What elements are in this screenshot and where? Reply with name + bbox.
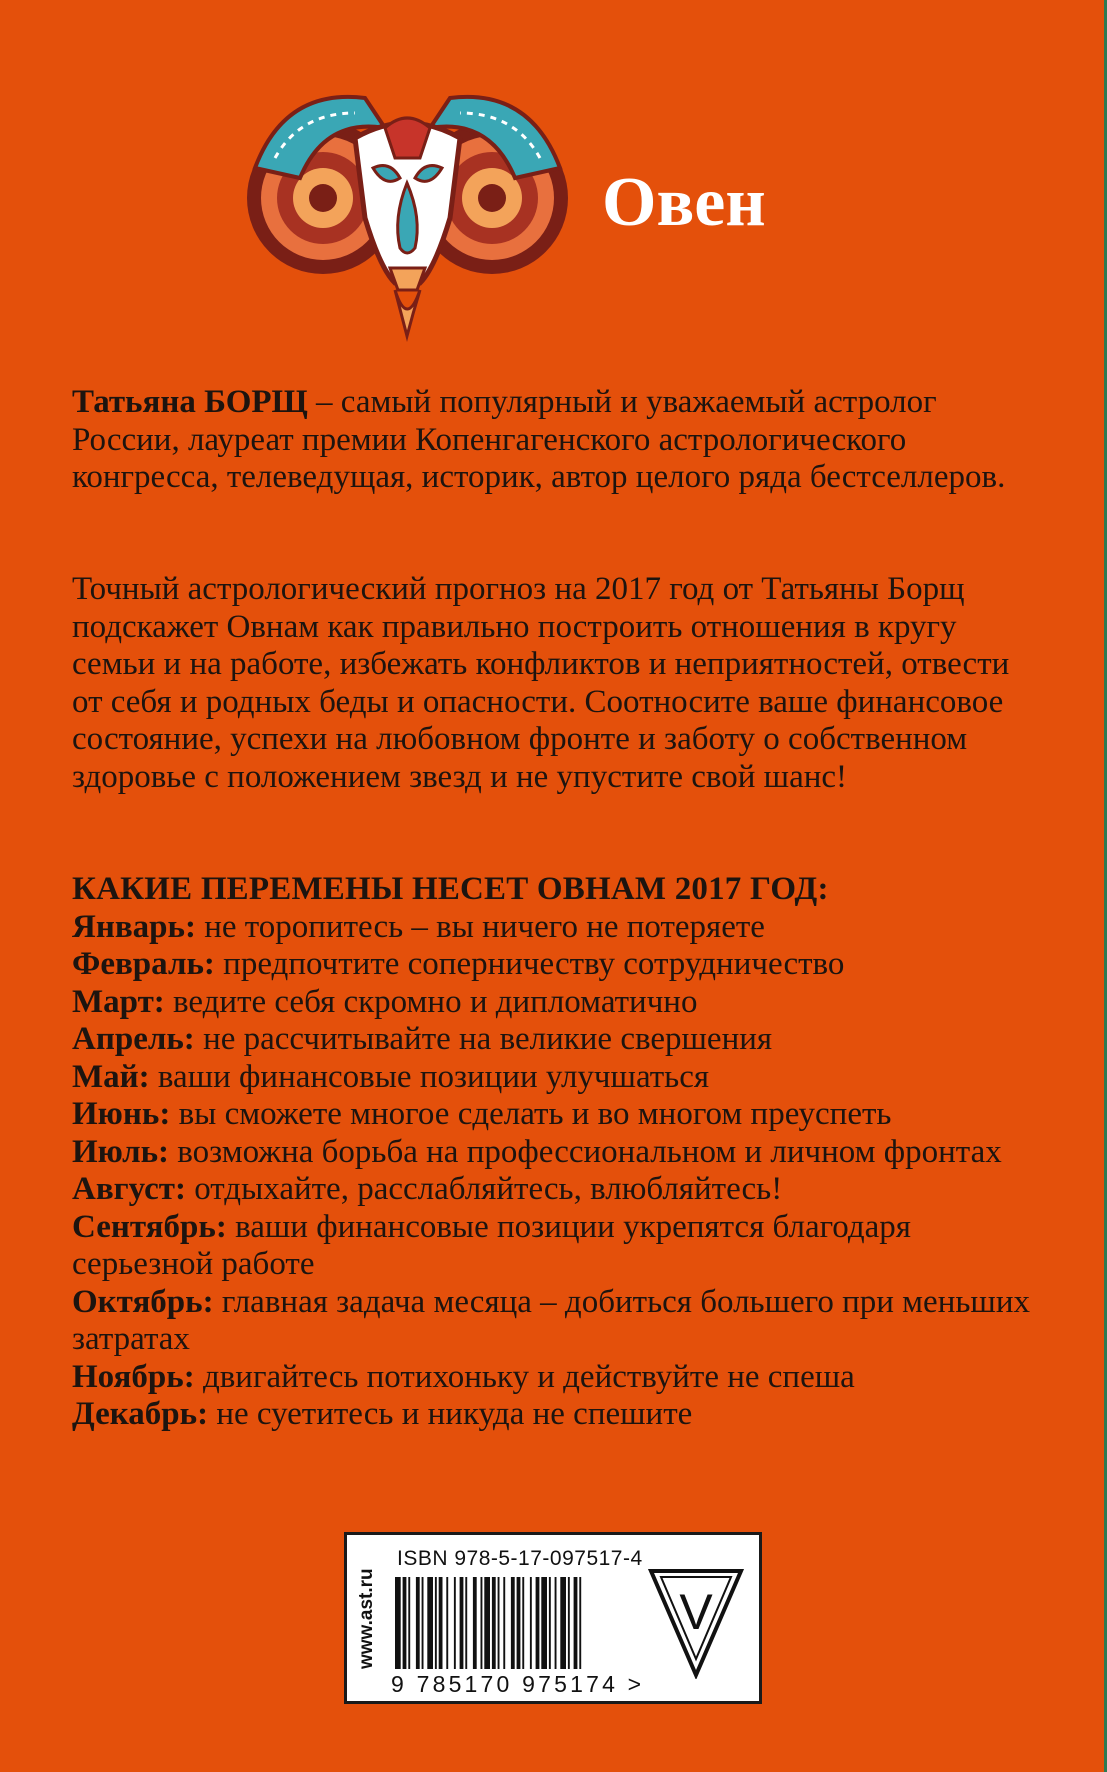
barcode-bar: [403, 1577, 407, 1669]
barcode-bar: [416, 1577, 420, 1669]
month-name: Декабрь:: [72, 1396, 209, 1432]
barcode-bar: [522, 1577, 524, 1669]
barcode-bar: [484, 1577, 490, 1669]
barcode-bar: [511, 1577, 515, 1669]
barcode-bar: [446, 1577, 448, 1669]
author-name: Татьяна БОРЩ: [72, 384, 308, 420]
barcode-bar: [427, 1577, 433, 1669]
barcode-bar: [460, 1577, 464, 1669]
month-text: ваши финансовые позиции улучшаться: [149, 1058, 710, 1095]
month-text: предпочтите соперничеству сотрудничество: [214, 946, 845, 982]
month-name: Январь:: [72, 908, 196, 945]
month-text: не суетитесь и никуда не спешите: [208, 1396, 693, 1432]
barcode-bar: [435, 1577, 437, 1669]
month-text: ваши финансовые позиции укрепятся благодаря серьезной работе: [72, 1208, 911, 1282]
publisher-logo-letter: V: [679, 1584, 713, 1640]
month-text: возможна борьба на профессиональном и личном фронтах: [169, 1133, 1002, 1170]
barcode-bar: [465, 1577, 467, 1669]
monthly-forecast: [72, 871, 1047, 1434]
months-heading: КАКИЕ ПЕРЕМЕНЫ НЕСЕТ ОВНАМ 2017 ГОД:: [72, 871, 829, 907]
month-row-august: [72, 1171, 1047, 1209]
month-row-december: [72, 1396, 1047, 1434]
month-name: Октябрь:: [72, 1283, 214, 1320]
barcode-bar: [579, 1577, 581, 1669]
month-name: Август:: [72, 1171, 186, 1207]
month-name: Апрель:: [72, 1021, 195, 1057]
month-row-september: [72, 1209, 1047, 1284]
month-row-may: [72, 1059, 1047, 1097]
month-row-july: [72, 1134, 1047, 1172]
barcode-bar: [560, 1577, 566, 1669]
month-name: Ноябрь:: [72, 1358, 195, 1395]
month-row-june: [72, 1096, 1047, 1134]
month-text: не торопитесь – вы ничего не потеряете: [195, 908, 765, 945]
month-row-october: [72, 1284, 1047, 1359]
month-name: Июль:: [72, 1133, 170, 1170]
barcode-bar: [454, 1577, 456, 1669]
month-text: вы сможете многое сделать и во многом преуспеть: [170, 1096, 892, 1132]
page-title: Овен: [602, 164, 766, 241]
barcode-bar: [517, 1577, 521, 1669]
month-name: Июнь:: [72, 1096, 171, 1132]
barcode-bar: [473, 1577, 477, 1669]
barcode-bar: [492, 1577, 496, 1669]
publisher-logo-icon: [647, 1567, 745, 1679]
month-row-march: [72, 984, 1047, 1022]
publisher-site: www.ast.ru: [356, 1568, 377, 1670]
month-row-november: [72, 1359, 1047, 1397]
isbn-label: ISBN 978-5-17-097517-4: [397, 1547, 643, 1570]
barcode-bar: [574, 1577, 578, 1669]
month-text: ведите себя скромно и дипломатично: [164, 983, 698, 1020]
barcode-bar: [422, 1577, 424, 1669]
barcode-icon: [395, 1577, 623, 1669]
month-row-february: [72, 946, 1047, 984]
author-intro: [72, 384, 1047, 497]
barcode-bar: [395, 1577, 401, 1669]
month-name: Май:: [72, 1058, 150, 1095]
barcode-bar: [568, 1577, 570, 1669]
barcode-bar: [481, 1577, 483, 1669]
barcode-panel: [344, 1532, 762, 1704]
month-row-april: [72, 1021, 1047, 1059]
month-row-january: [72, 909, 1047, 947]
month-name: Сентябрь:: [72, 1208, 227, 1245]
ram-emblem-icon: [245, 68, 570, 343]
barcode-bar: [498, 1577, 500, 1669]
barcode-bar: [555, 1577, 557, 1669]
month-text: не рассчитывайте на великие свершения: [194, 1021, 773, 1057]
month-text: отдыхайте, расслабляйтесь, влюбляйтесь!: [185, 1171, 783, 1207]
month-name: Февраль:: [72, 946, 215, 982]
barcode-bar: [541, 1577, 547, 1669]
barcode-bar: [530, 1577, 532, 1669]
barcode-bar: [536, 1577, 540, 1669]
month-name: Март:: [72, 983, 165, 1020]
barcode-bar: [549, 1577, 551, 1669]
month-text: главная задача месяца – добиться большего при меньших затратах: [72, 1283, 1030, 1357]
forecast-intro: Точный астрологический прогноз на 2017 год от Татьяны Борщ подскажет Овнам как правильно построить отношения в кругу семьи и на работе, избежать конфликтов и неприятностей, отвести от себя и родных беды и опасности. Соотносите ваше финансовое состояние, успехи на любовном фронте и заботу о собственном здоровье с положением звезд и не упустите свой шанс!: [72, 571, 1010, 795]
barcode-digits: 9 785170 975174 >: [391, 1671, 645, 1697]
barcode-bar: [503, 1577, 505, 1669]
barcode-bar: [439, 1577, 443, 1669]
barcode-bar: [408, 1577, 410, 1669]
month-text: двигайтесь потихоньку и действуйте не спеша: [194, 1358, 855, 1395]
author-intro-text: – самый популярный и уважаемый астролог России, лауреат премии Копенгагенского астрологического конгресса, телеведущая, историк, автор целого ряда бестселлеров.: [72, 384, 1006, 495]
ram-face-icon: [355, 118, 460, 336]
